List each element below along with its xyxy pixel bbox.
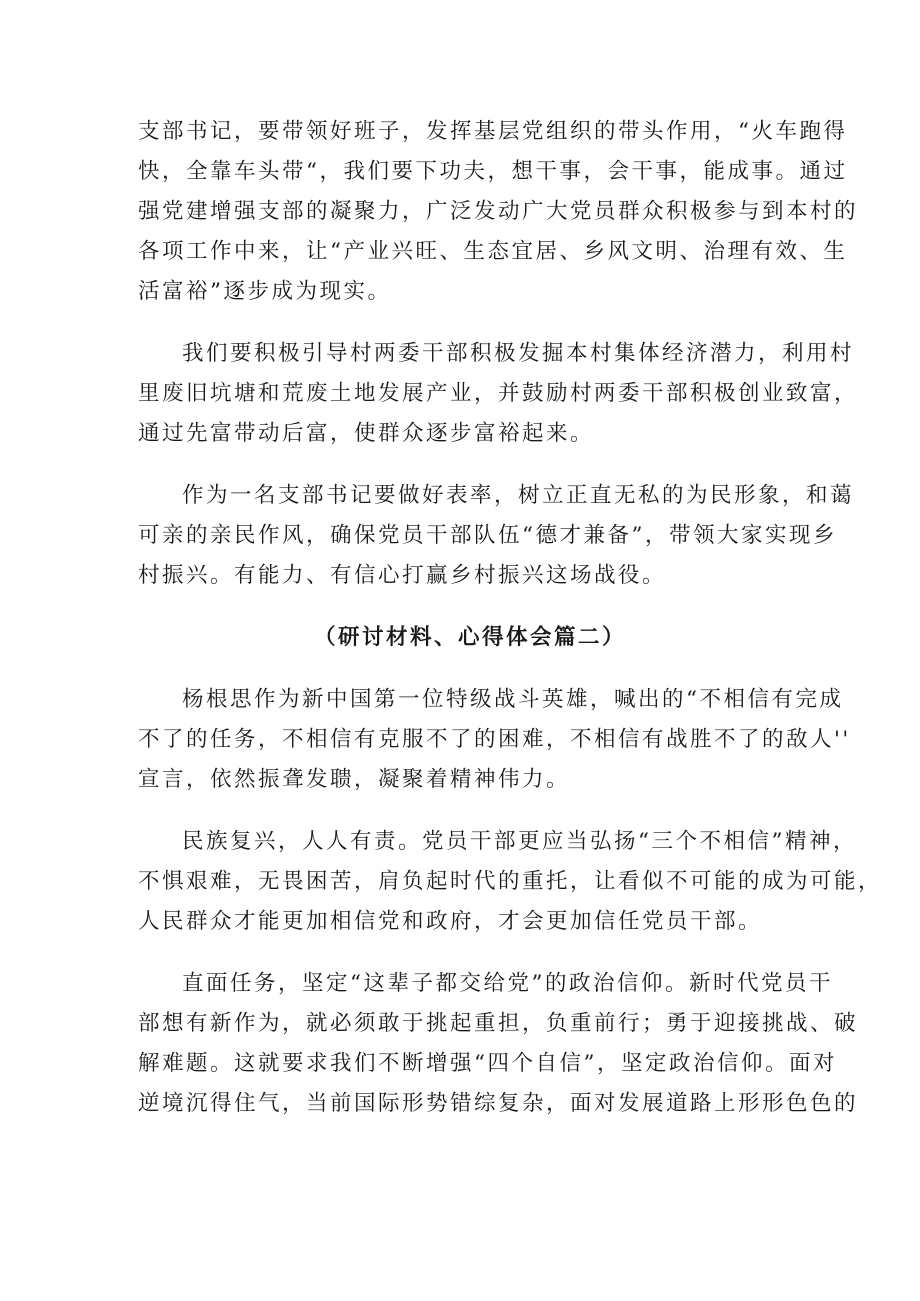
section-heading: （研讨材料、心得体会篇二）: [313, 625, 626, 650]
text-line: 快，全靠车头带“，我们要下功夫，想干事，会干事，能成事。通过: [138, 159, 848, 184]
text-line: 我们要积极引导村两委干部积极发掘本村集体经济潜力，利用村: [182, 341, 855, 366]
text-line: 不惧艰难，无畏困苦，肩负起时代的重托，让看似不可能的成为可能，: [138, 869, 883, 894]
document-body: [138, 112, 883, 1146]
text-line: 强党建增强支部的凝聚力，广泛发动广大党员群众积极参与到本村的: [138, 199, 859, 224]
text-line: 不了的任务，不相信有克服不了的困难，不相信有战胜不了的敌人'': [138, 727, 851, 752]
paragraph-collective-economy: [138, 334, 859, 454]
text-line: 可亲的亲民作风，确保党员干部队伍“德才兼备”，带领大家实现乡: [138, 523, 837, 548]
text-line: 活富裕”逐步成为现实。: [138, 279, 392, 304]
text-line: 通过先富带动后富，使群众逐步富裕起来。: [138, 421, 595, 446]
text-line: 直面任务，坚定“这辈子都交给党”的政治信仰。新时代党员干: [182, 971, 833, 996]
text-line: 各项工作中来，让“产业兴旺、生态宜居、乡风文明、治理有效、生: [138, 239, 848, 264]
text-line: 村振兴。有能力、有信心打赢乡村振兴这场战役。: [138, 563, 667, 588]
text-line: 部想有新作为，就必须敢于挑起重担，负重前行；勇于迎接挑战、破: [138, 1011, 859, 1036]
paragraph-set-example: [138, 476, 855, 596]
text-line: 作为一名支部书记要做好表率，树立正直无私的为民形象，和蔼: [182, 483, 855, 508]
text-line: 逆境沉得住气，当前国际形势错综复杂，面对发展道路上形形色色的: [138, 1091, 859, 1116]
text-line: 支部书记，要带领好班子，发挥基层党组织的带头作用，“火车跑得: [138, 119, 848, 144]
text-line: 杨根思作为新中国第一位特级战斗英雄，喊出的“不相信有完成: [182, 687, 844, 712]
paragraph-political-belief: [138, 964, 859, 1124]
paragraph-party-secretary-role: [138, 112, 859, 312]
text-line: 人民群众才能更加相信党和政府，才会更加信任党员干部。: [138, 909, 763, 934]
text-line: 宣言，依然振聋发聩，凝聚着精神伟力。: [138, 767, 571, 792]
paragraph-national-rejuvenation: [138, 822, 883, 942]
text-line: 民族复兴，人人有责。党员干部更应当弘扬“三个不相信”精神，: [182, 829, 857, 854]
text-line: 解难题。这就要求我们不断增强“四个自信”，坚定政治信仰。面对: [138, 1051, 837, 1076]
text-line: 里废旧坑塘和荒废土地发展产业，并鼓励村两委干部积极创业致富，: [138, 381, 859, 406]
paragraph-yang-gensi: [138, 680, 851, 800]
